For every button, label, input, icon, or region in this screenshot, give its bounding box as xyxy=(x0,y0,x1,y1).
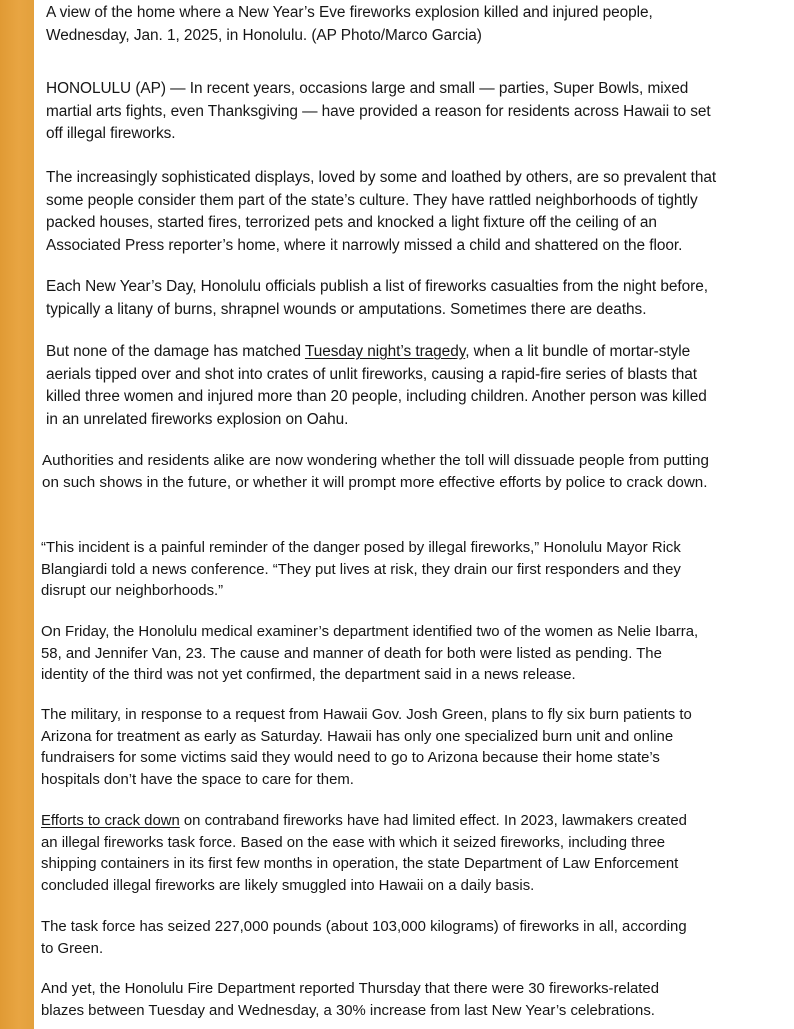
paragraph-line: to Green. xyxy=(41,940,104,957)
paragraph-line: 58, and Jennifer Van, 23. The cause and manner of death for both were listed as pending. The xyxy=(41,645,662,662)
paragraph-line: hospitals don’t have the space to care for them. xyxy=(41,771,354,788)
paragraph-line: Arizona for treatment as early as Saturday. Hawaii has only one specialized burn unit and online xyxy=(41,728,674,745)
paragraph-line: Each New Year’s Day, Honolulu officials publish a list of fireworks casualties from the night before, xyxy=(46,278,708,295)
paragraph-line: killed three women and injured more than 20 people, including children. Another person was killed xyxy=(46,388,707,406)
paragraph-military xyxy=(41,705,781,791)
paragraph-line: But none of the damage has matched xyxy=(46,343,305,360)
paragraph-fire-department xyxy=(41,979,781,1022)
tuesday-tragedy-link[interactable]: Tuesday night’s tragedy xyxy=(304,343,466,360)
paragraph-line: disrupt our neighborhoods.” xyxy=(41,583,224,600)
paragraph-line: Blangiardi told a news conference. “They put lives at risk, they drain our first responders and they xyxy=(41,561,681,578)
paragraph-intro xyxy=(46,78,786,146)
paragraph-line: martial arts fights, even Thanksgiving — have provided a reason for residents across Hawaii to set xyxy=(46,102,711,120)
paragraph-line: blazes between Tuesday and Wednesday, a 30% increase from last New Year’s celebrations. xyxy=(41,1002,655,1019)
caption-line: Wednesday, Jan. 1, 2025, in Honolulu. (AP Photo/Marco Garcia) xyxy=(46,26,482,44)
paragraph-medical-examiner xyxy=(41,622,781,687)
paragraph-line: Associated Press reporter’s home, where it narrowly missed a child and shattered on the floor. xyxy=(46,236,683,254)
photo-caption xyxy=(46,2,786,47)
paragraph-line: on such shows in the future, or whether it will prompt more effective efforts by police to crack down. xyxy=(42,474,708,492)
paragraph-line: an illegal fireworks task force. Based on the ease with which it seized fireworks, including three xyxy=(41,834,666,851)
paragraph-line: in an unrelated fireworks explosion on Oahu. xyxy=(46,410,349,428)
paragraph-line: “This incident is a painful reminder of the danger posed by illegal fireworks,” Honolulu Mayor Rick xyxy=(41,540,681,556)
paragraph-line: The increasingly sophisticated displays, loved by some and loathed by others, are so prevalent that xyxy=(46,169,717,186)
paragraph-line: The military, in response to a request from Hawaii Gov. Josh Green, plans to fly six burn patients to xyxy=(41,707,692,723)
paragraph-line: on contraband fireworks have had limited effect. In 2023, lawmakers created xyxy=(179,813,687,829)
paragraph-line: Authorities and residents alike are now wondering whether the toll will dissuade people from putting xyxy=(42,452,709,469)
paragraph-line: off illegal fireworks. xyxy=(46,125,176,143)
paragraph-line: concluded illegal fireworks are likely smuggled into Hawaii on a daily basis. xyxy=(41,877,535,894)
paragraph-line: fundraisers for some victims said they would need to go to Arizona because their home state’s xyxy=(41,750,660,767)
paragraph-line: aerials tipped over and shot into crates of unlit fireworks, causing a rapid-fire series of blasts that xyxy=(46,365,697,383)
paragraph-line: And yet, the Honolulu Fire Department reported Thursday that there were 30 fireworks-related xyxy=(41,981,659,997)
paragraph-authorities xyxy=(42,450,782,495)
paragraph-line: packed houses, started fires, terrorized pets and knocked a light fixture off the ceiling of an xyxy=(46,214,657,232)
paragraph-culture xyxy=(46,167,786,257)
paragraph-line: HONOLULU (AP) — In recent years, occasions large and small — parties, Super Bowls, mixed xyxy=(46,80,689,97)
paragraph-line: , when a lit bundle of mortar-style xyxy=(465,343,691,360)
paragraph-tragedy xyxy=(46,341,786,431)
paragraph-line: identity of the third was not yet confirmed, the department said in a news release. xyxy=(41,667,576,684)
efforts-to-crack-down-link[interactable]: Efforts to crack down xyxy=(41,813,180,829)
caption-line: A view of the home where a New Year’s Eve fireworks explosion killed and injured people, xyxy=(46,4,653,21)
paragraph-mayor-quote xyxy=(41,538,781,603)
paragraph-line: typically a litany of burns, shrapnel wounds or amputations. Sometimes there are deaths. xyxy=(46,300,647,318)
paragraph-line: shipping containers in its first few months in operation, the state Department of Law Enforcement xyxy=(41,856,679,873)
paragraph-line: On Friday, the Honolulu medical examiner’s department identified two of the women as Nelie Ibarra, xyxy=(41,624,699,640)
paragraph-casualties xyxy=(46,276,786,321)
paragraph-line: some people consider them part of the state’s culture. They have rattled neighborhoods of tightly xyxy=(46,191,698,209)
paragraph-line: The task force has seized 227,000 pounds (about 103,000 kilograms) of fireworks in all, according xyxy=(41,919,687,935)
paragraph-task-force xyxy=(41,811,781,897)
paragraph-seized xyxy=(41,917,781,960)
